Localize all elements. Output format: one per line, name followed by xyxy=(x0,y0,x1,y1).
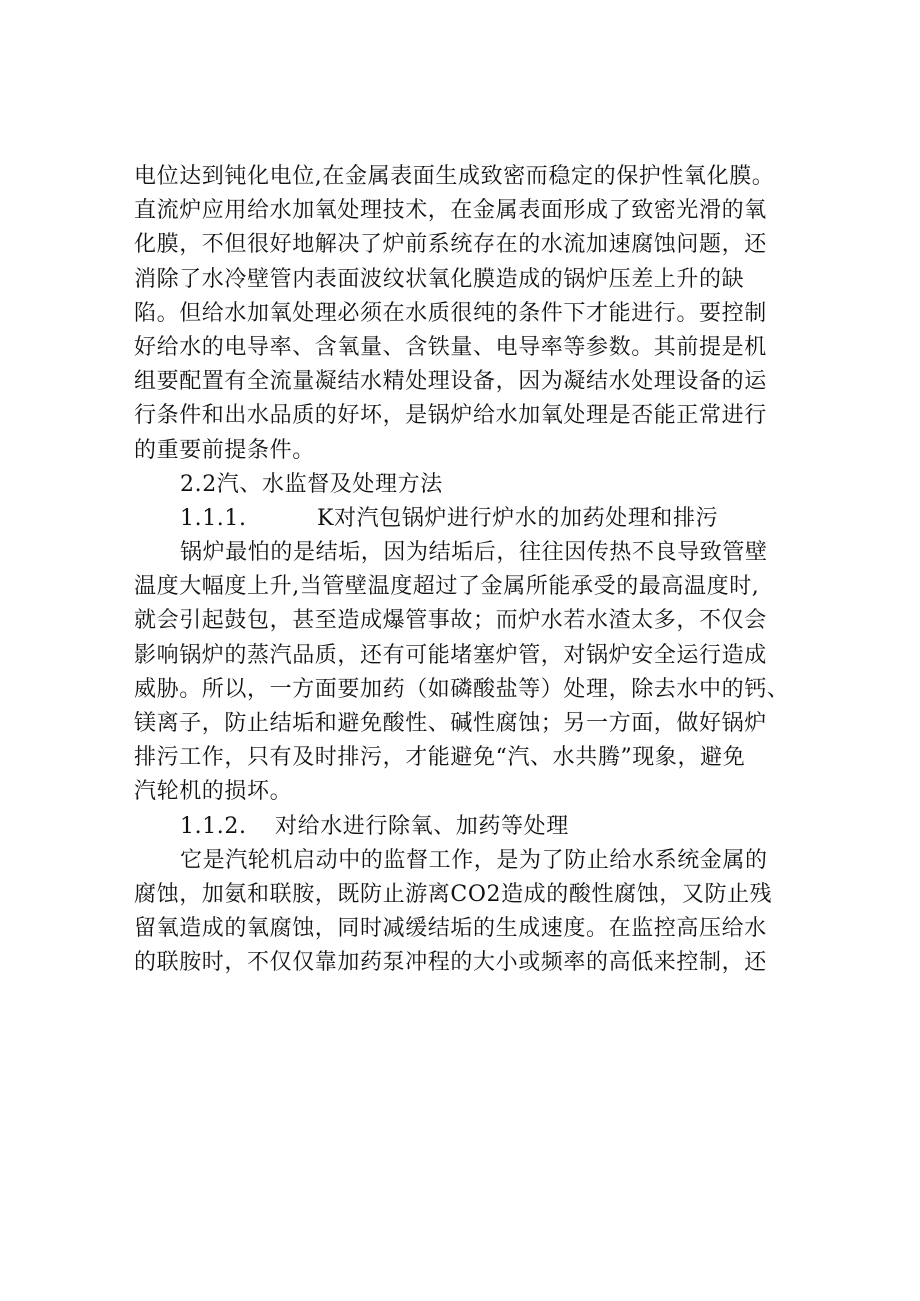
text-line: 腐蚀，加氨和联胺，既防止游离CO2造成的酸性腐蚀，又防止残 xyxy=(134,881,773,907)
text-line: 留氧造成的氧腐蚀，同时减缓结垢的生成速度。在监控高压给水 xyxy=(134,916,767,942)
text-line: 汽轮机的损坏。 xyxy=(134,779,293,805)
text-line: 电位达到钝化电位,在金属表面生成致密而稳定的保护性氧化膜。 xyxy=(134,164,775,189)
text-line: 就会引起鼓包，甚至造成爆管事故；而炉水若水渣太多，不仅会 xyxy=(134,608,767,634)
text-line: 行条件和出水品质的好坏，是锅炉给水加氧处理是否能正常进行 xyxy=(134,403,767,429)
text-line: 化膜，不但很好地解决了炉前系统存在的水流加速腐蚀问题，还 xyxy=(134,232,767,258)
subsection-heading-2 xyxy=(134,810,804,844)
text-line: 直流炉应用给水加氧处理技术，在金属表面形成了致密光滑的氧 xyxy=(134,198,767,224)
document-body xyxy=(134,160,804,981)
text-line: 影响锅炉的蒸汽品质，还有可能堵塞炉管，对锅炉安全运行造成 xyxy=(134,642,767,668)
subsection-heading-1 xyxy=(134,502,804,536)
subsection-number: 1.1.2. xyxy=(180,813,247,839)
text-line: 威胁。所以，一方面要加药（如磷酸盐等）处理，除去水中的钙、 xyxy=(134,676,790,702)
subsection-title: 对给水进行除氧、加药等处理 xyxy=(275,813,569,839)
subsection-number: 1.1.1. xyxy=(180,505,247,531)
text-line: 它是汽轮机启动中的监督工作，是为了防止给水系统金属的 xyxy=(180,847,768,873)
text-line: 镁离子，防止结垢和避免酸性、碱性腐蚀；另一方面，做好锅炉 xyxy=(134,711,767,736)
text-line: 消除了水冷壁管内表面波纹状氧化膜造成的锅炉压差上升的缺 xyxy=(134,266,745,292)
text-line: 的联胺时，不仅仅靠加药泵冲程的大小或频率的高低来控制，还 xyxy=(134,950,767,976)
text-line: 组要配置有全流量凝结水精处理设备，因为凝结水处理设备的运 xyxy=(134,369,767,395)
text-line: 的重要前提条件。 xyxy=(134,437,315,463)
text-line: 温度大幅度上升,当管壁温度超过了金属所能承受的最高温度时, xyxy=(134,574,760,600)
section-heading: 2.2汽、水监督及处理方法 xyxy=(180,471,443,497)
text-line: 陷。但给水加氧处理必须在水质很纯的条件下才能进行。要控制 xyxy=(134,300,767,326)
text-line: 好给水的电导率、含氧量、含铁量、电导率等参数。其前提是机 xyxy=(134,334,767,360)
text-line: 排污工作，只有及时排污，才能避免“汽、水共腾”现象，避免 xyxy=(134,745,746,771)
text-line: 锅炉最怕的是结垢，因为结垢后，往往因传热不良导致管壁 xyxy=(180,540,768,566)
subsection-title: K对汽包锅炉进行炉水的加药处理和排污 xyxy=(317,505,719,531)
